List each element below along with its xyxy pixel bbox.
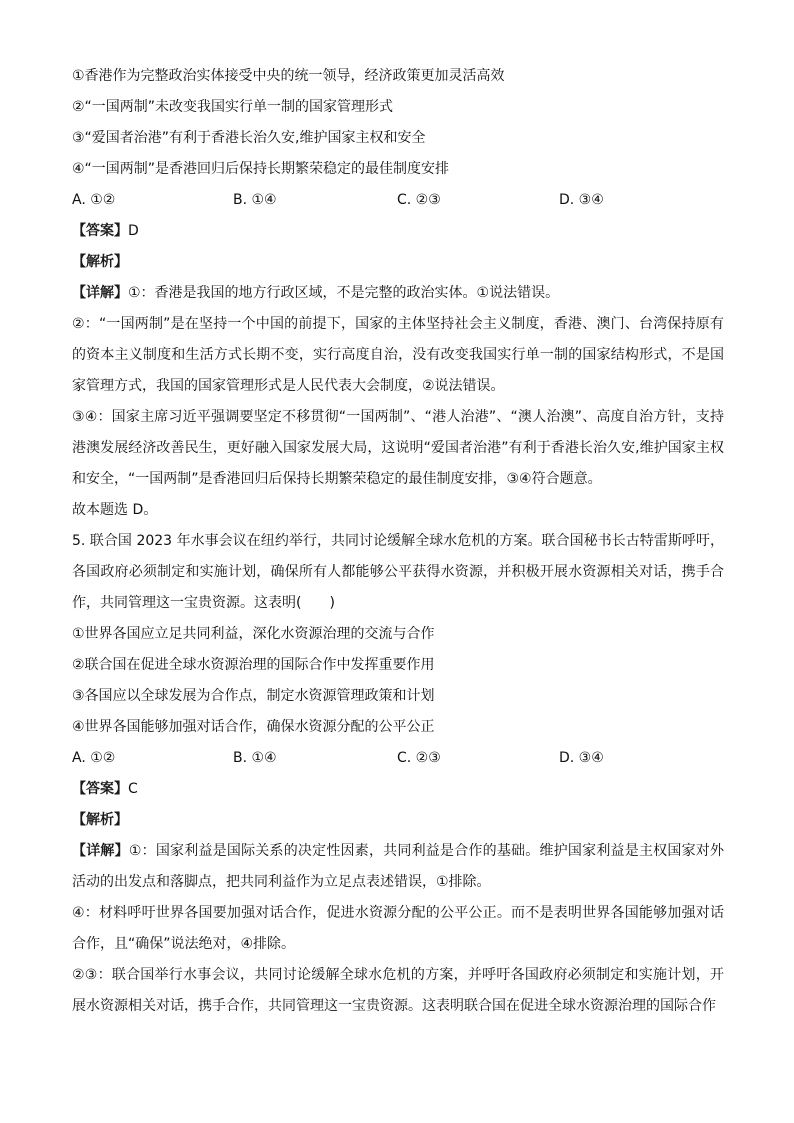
q5-answer-tag: 【答案】 bbox=[72, 781, 128, 797]
q4-detail-tag: 【详解】 bbox=[72, 285, 128, 301]
page-content bbox=[72, 61, 724, 1022]
q4-option-b: B. ①④ bbox=[233, 192, 277, 208]
q4-answer-value: D bbox=[128, 223, 139, 239]
q5-statement-4: ④世界各国能够加强对话合作，确保水资源分配的公平公正 bbox=[72, 719, 435, 735]
q4-detail-1 bbox=[72, 278, 724, 309]
q5-option-c: C. ②③ bbox=[397, 750, 441, 766]
q4-analysis-tag: 【解析】 bbox=[72, 254, 128, 270]
q4-detail-3: ③④：国家主席习近平强调要坚定不移贯彻“一国两制”、“港人治港”、“澳人治澳”、高度自治方针，支持港澳发展经济改善民生，更好融入国家发展大局，这说明“爱国者治港”有利于香港长治久安,维护国家主权和安全，“一国两制”是香港回归后保持长期繁荣稳定的最佳制度安排，③④符合题意。 bbox=[72, 409, 724, 487]
q4-answer-tag: 【答案】 bbox=[72, 223, 128, 239]
q5-answer-value: C bbox=[128, 781, 138, 797]
q5-detail-3: ②③：联合国举行水事会议，共同讨论缓解全球水危机的方案，并呼吁各国政府必须制定和实施计划，开展水资源相关对话，携手合作，共同管理这一宝贵资源。这表明联合国在促进全球水资源治理的国际合作 bbox=[72, 967, 724, 1014]
q4-statement-1: ①香港作为完整政治实体接受中央的统一领导，经济政策更加灵活高效 bbox=[72, 68, 505, 84]
q4-options bbox=[72, 185, 724, 216]
q5-option-a: A. ①② bbox=[72, 750, 116, 766]
q4-option-d: D. ③④ bbox=[559, 192, 604, 208]
q4-option-c: C. ②③ bbox=[397, 192, 441, 208]
q5-stem: 5. 联合国 2023 年水事会议在纽约举行，共同讨论缓解全球水危机的方案。联合国秘书长古特雷斯呼吁，各国政府必须制定和实施计划，确保所有人都能够公平获得水资源，并积极开展水资源相关对话，携手合作，共同管理这一宝贵资源。这表明( ) bbox=[72, 533, 724, 611]
q4-conclusion: 故本题选 D。 bbox=[72, 502, 158, 518]
q5-option-b: B. ①④ bbox=[233, 750, 277, 766]
q4-detail-1-text: ①：香港是我国的地方行政区域，不是完整的政治实体。①说法错误。 bbox=[128, 285, 560, 301]
q4-statement-4: ④“一国两制”是香港回归后保持长期繁荣稳定的最佳制度安排 bbox=[72, 161, 450, 177]
q4-answer bbox=[72, 216, 724, 247]
q5-detail-1 bbox=[72, 836, 724, 898]
q5-options bbox=[72, 743, 724, 774]
q5-detail-2: ④：材料呼吁世界各国要加强对话合作，促进水资源分配的公平公正。而不是表明世界各国能够加强对话合作，且“确保”说法绝对，④排除。 bbox=[72, 905, 724, 952]
q4-option-a: A. ①② bbox=[72, 192, 116, 208]
q5-statement-1: ①世界各国应立足共同利益，深化水资源治理的交流与合作 bbox=[72, 626, 435, 642]
q5-detail-1-text: ①：国家利益是国际关系的决定性因素，共同利益是合作的基础。维护国家利益是主权国家对外活动的出发点和落脚点，把共同利益作为立足点表述错误，①排除。 bbox=[72, 843, 724, 890]
q4-statement-2: ②“一国两制”未改变我国实行单一制的国家管理形式 bbox=[72, 99, 394, 115]
q5-answer bbox=[72, 774, 724, 805]
q5-option-d: D. ③④ bbox=[559, 750, 604, 766]
q4-statement-3: ③“爱国者治港”有利于香港长治久安,维护国家主权和安全 bbox=[72, 130, 426, 146]
q5-detail-tag: 【详解】 bbox=[72, 843, 129, 859]
q4-detail-2: ②：“一国两制”是在坚持一个中国的前提下，国家的主体坚持社会主义制度，香港、澳门、台湾保持原有的资本主义制度和生活方式长期不变，实行高度自治，没有改变我国实行单一制的国家结构形式，不是国家管理方式，我国的国家管理形式是人民代表大会制度，②说法错误。 bbox=[72, 316, 724, 394]
q5-statement-3: ③各国应以全球发展为合作点，制定水资源管理政策和计划 bbox=[72, 688, 435, 704]
q5-statement-2: ②联合国在促进全球水资源治理的国际合作中发挥重要作用 bbox=[72, 657, 435, 673]
q5-analysis-tag: 【解析】 bbox=[72, 812, 128, 828]
